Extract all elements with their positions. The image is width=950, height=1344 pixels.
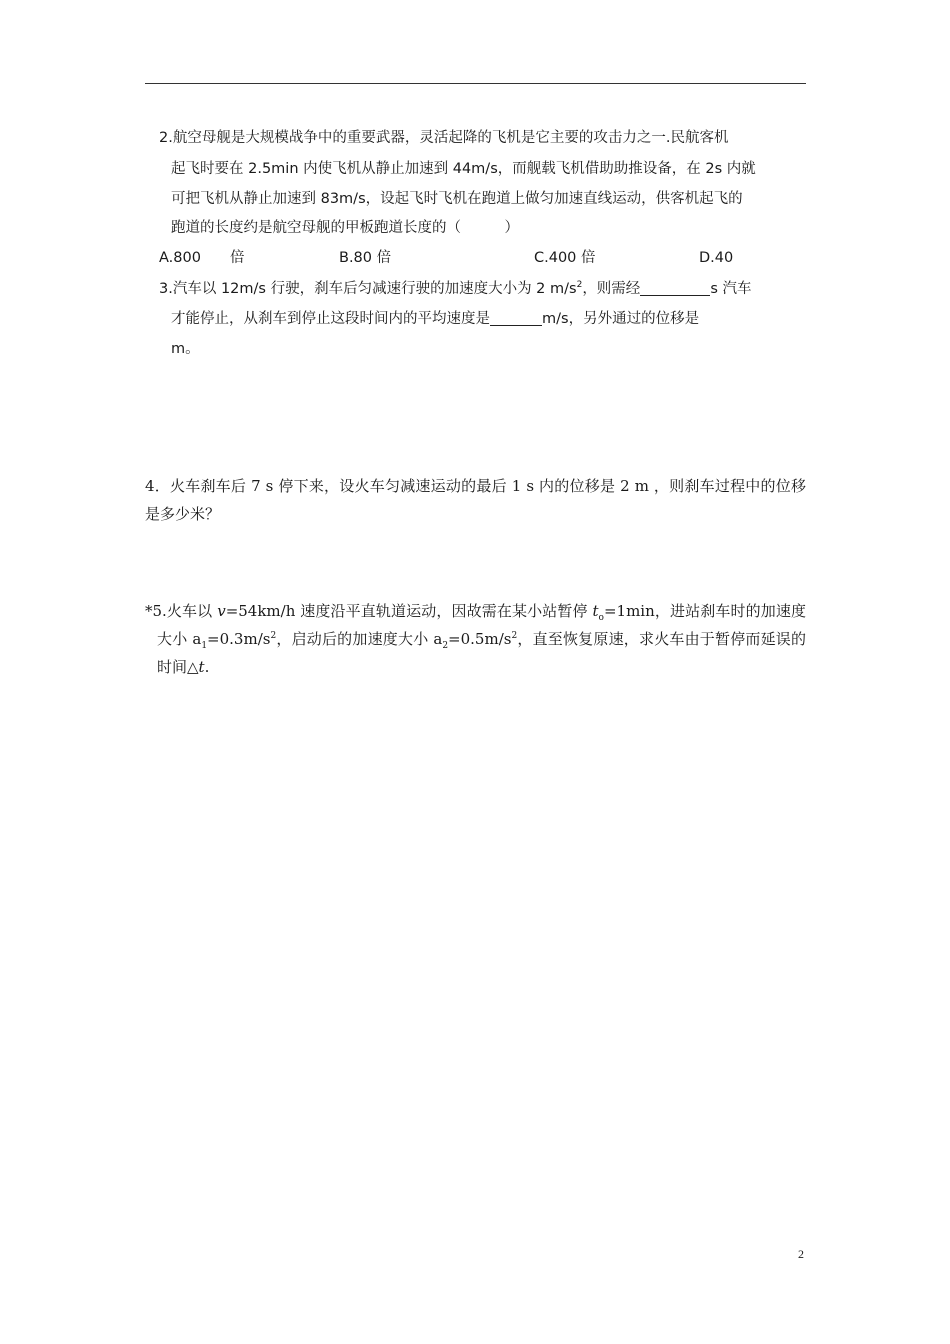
q5-text-2: =54km/h 速度沿平直轨道运动，因故需在某小站暂停 <box>225 602 593 620</box>
q3-line-1 <box>159 274 751 304</box>
question-4: 4．火车刹车后 7 s 停下来，设火车匀减速运动的最后 1 s 内的位移是 2 m ，则刹车过程中的位移是多少米？ <box>145 477 806 523</box>
q3-text-1a: 3.汽车以 12m/s 行驶，刹车后匀减速行驶的加速度大小为 2 m/s <box>159 281 577 297</box>
q5-text-1: *5.火车以 <box>145 602 218 620</box>
answer-blank-speed[interactable] <box>490 309 542 326</box>
question-5 <box>145 597 806 681</box>
q5-var-v: v <box>217 602 226 620</box>
q5-sup-1: 2 <box>270 631 277 641</box>
q5-text-3: =1min，进站刹车时的加速度大小 a <box>157 602 806 648</box>
q5-text-6: =0.5m/s <box>448 630 512 648</box>
q3-line-2 <box>171 304 699 334</box>
q5-text-7: ，直至恢复原速，求火车由于暂停而延误的时间△ <box>157 630 806 676</box>
q3-text-1c: s 汽车 <box>710 281 752 297</box>
q5-sub-a1: 1 <box>201 641 208 651</box>
q2-line-3: 可把飞机从静止加速到 83m/s，设起飞时飞机在跑道上做匀加速直线运动，供客机起飞的 <box>171 191 743 207</box>
q2-line-1: 2.航空母舰是大规模战争中的重要武器，灵活起降的飞机是它主要的攻击力之一.民航客机 <box>159 130 729 146</box>
q3-line-3: m。 <box>171 341 200 357</box>
q5-text-8: . <box>204 658 210 676</box>
q5-var-dt: t <box>198 658 205 676</box>
answer-blank-time[interactable] <box>640 279 710 296</box>
q5-text-4: =0.3m/s <box>207 630 271 648</box>
q5-var-t: t <box>592 602 599 620</box>
q3-text-2b: m/s，另外通过的位移是 <box>542 311 700 327</box>
q2-option-a: A.800 倍 <box>159 250 245 266</box>
q2-option-d: D.40 <box>699 250 734 266</box>
q5-sup-2: 2 <box>511 631 518 641</box>
q3-text-2a: 才能停止，从刹车到停止这段时间内的平均速度是 <box>171 311 490 327</box>
q3-sup: 2 <box>576 280 583 291</box>
q5-sub-a2: 2 <box>442 641 449 651</box>
q3-text-1b: ，则需经 <box>582 281 641 297</box>
q2-line-2: 起飞时要在 2.5min 内使飞机从静止加速到 44m/s，而舰载飞机借助助推设备，在 2s 内就 <box>171 161 756 177</box>
q2-option-b: B.80 倍 <box>339 250 392 266</box>
q5-sub-t: o <box>598 613 604 623</box>
q5-text-5: ，启动后的加速度大小 a <box>276 630 443 648</box>
q2-option-c: C.400 倍 <box>534 250 596 266</box>
page-number: 2 <box>798 1247 804 1261</box>
header-rule <box>145 83 806 84</box>
q2-line-4: 跑道的长度约是航空母舰的甲板跑道长度的（ ） <box>171 220 519 236</box>
